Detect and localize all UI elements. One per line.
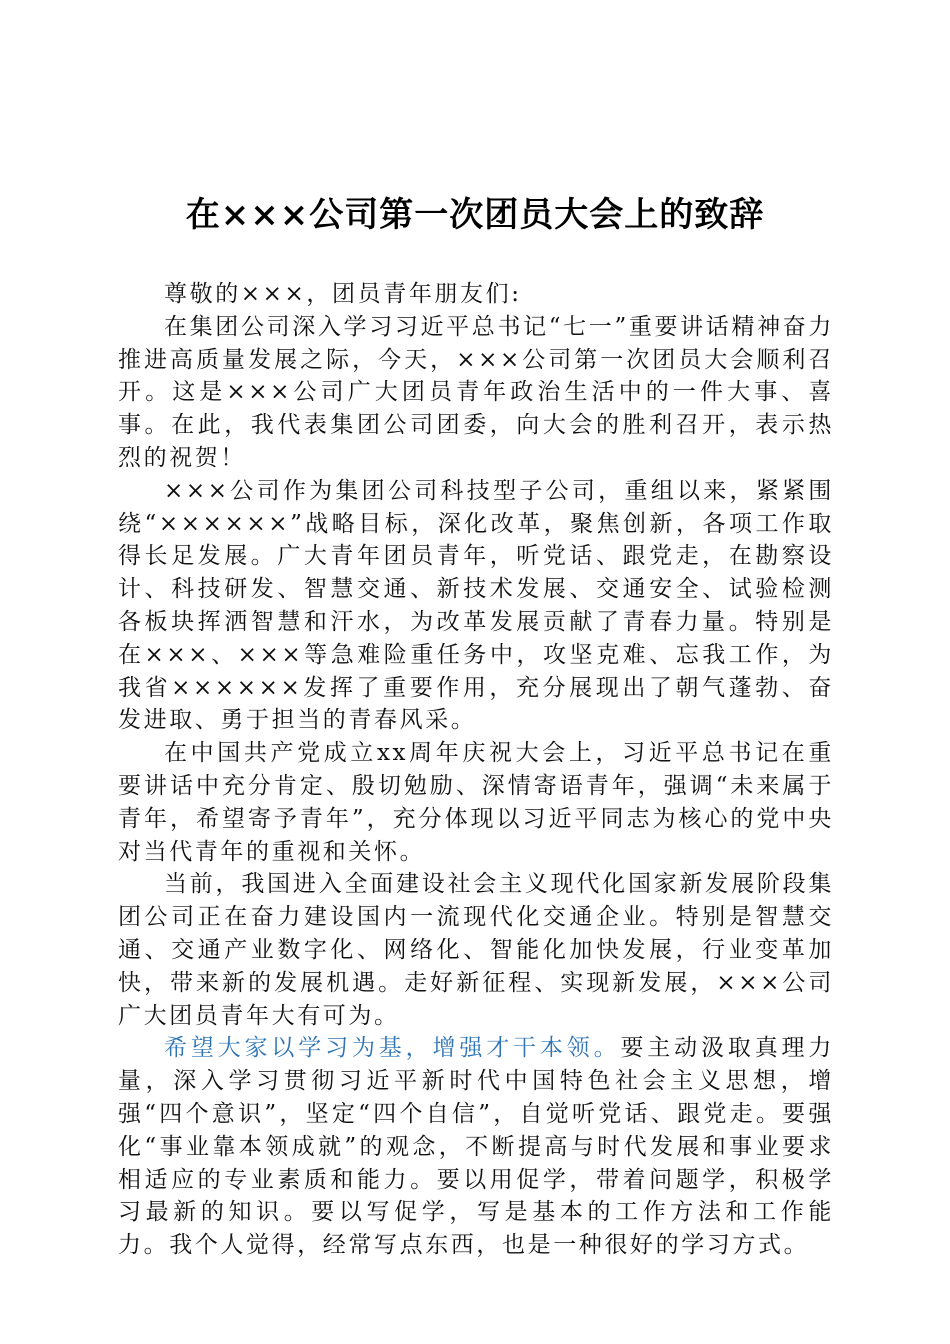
salutation: 尊敬的×××，团员青年朋友们: xyxy=(164,281,522,307)
document-body xyxy=(118,278,834,1262)
paragraph-3: 在中国共产党成立xx周年庆祝大会上，习近平总书记在重要讲话中充分肯定、殷切勉励、深情寄语青年，强调“未来属于青年，希望寄予青年”，充分体现以习近平同志为核心的党中央对当代青年的重视和关怀。 xyxy=(118,740,834,865)
highlight-heading: 希望大家以学习为基，增强才干本领。 xyxy=(164,1035,621,1062)
document-title: 在×××公司第一次团员大会上的致辞 xyxy=(185,195,765,235)
paragraph-1: 在集团公司深入学习习近平总书记“七一”重要讲话精神奋力推进高质量发展之际，今天，×××公司第一次团员大会顺利召开。这是×××公司广大团员青年政治生活中的一件大事、喜事。在此，我代表集团公司团委，向大会的胜利召开，表示热烈的祝贺！ xyxy=(118,313,834,471)
paragraph-5 xyxy=(118,1032,834,1262)
paragraph-2: ×××公司作为集团公司科技型子公司，重组以来，紧紧围绕“××××××”战略目标，深化改革，聚焦创新，各项工作取得长足发展。广大青年团员青年，听党话、跟党走，在勘察设计、科技研发、智慧交通、新技术发展、交通安全、试验检测各板块挥洒智慧和汗水，为改革发展贡献了青春力量。特别是在×××、×××等急难险重任务中，攻坚克难、忘我工作，为我省××××××发挥了重要作用，充分展现出了朝气蓬勃、奋发进取、勇于担当的青春风采。 xyxy=(118,477,834,734)
paragraph-5-text: 要主动汲取真理力量，深入学习贯彻习近平新时代中国特色社会主义思想，增强“四个意识”，坚定“四个自信”，自觉听党话、跟党走。要强化“事业靠本领成就”的观念，不断提高与时代发展和事业要求相适应的专业素质和能力。要以用促学，带着问题学，积极学习最新的知识。要以写促学，写是基本的工作方法和工作能力。我个人觉得，经常写点东西，也是一种很好的学习方式。 xyxy=(118,1035,834,1259)
paragraph-4: 当前，我国进入全面建设社会主义现代化国家新发展阶段集团公司正在奋力建设国内一流现代化交通企业。特别是智慧交通、交通产业数字化、网络化、智能化加快发展，行业变革加快，带来新的发展机遇。走好新征程、实现新发展，×××公司广大团员青年大有可为。 xyxy=(118,871,834,1029)
